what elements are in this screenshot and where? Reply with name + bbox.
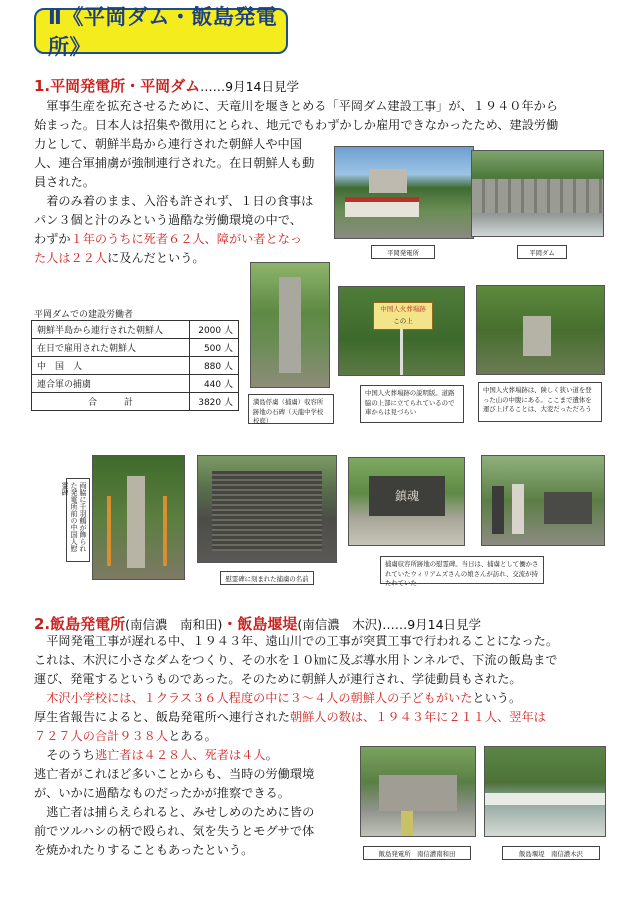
para-line: 力として、朝鮮半島から連行された朝鮮人や中国 <box>34 137 302 151</box>
caption-sign: 中国人火葬場跡の説明版。道路脇の上部に立てられているので車からは見づらい <box>360 385 464 423</box>
para-line: 員された。 <box>34 175 95 189</box>
chinkon-memorial-photo: 鎮魂 <box>348 457 465 546</box>
crematorium-site-photo <box>476 285 605 375</box>
inscribed-names-photo <box>197 455 337 563</box>
section1-heading: 1.平岡発電所・平岡ダム……9月14日見学 <box>34 77 299 95</box>
iijima-weir-photo <box>484 746 606 837</box>
para-line: 逃亡者がこれほど多いことからも、当時の労働環境 <box>34 767 315 781</box>
memorial-photo <box>92 455 185 580</box>
pow-camp-stone-photo <box>250 262 330 388</box>
workers-table-title: 平岡ダムでの建設労働者 <box>34 310 134 320</box>
para-line: 平岡発電工事が遅れる中、１９４３年、遠山川での工事が突貫工事で行われることになった。 <box>46 634 559 648</box>
para-line: 着のみ着のまま、入浴も許されず、１日の食事は <box>46 194 314 208</box>
para-line: わずか１年のうちに死者６２人、障がい者となっ <box>34 232 303 246</box>
iijima-power-photo <box>360 746 476 837</box>
para-line: 人、連合軍捕虜が強制連行された。在日朝鮮人も動 <box>34 156 315 170</box>
table-row: 連合軍の捕虜 440 人 <box>32 375 239 393</box>
para-line: そのうち逃亡者は４２８人、死者は４人。 <box>46 748 278 762</box>
visitors-memorial-photo <box>481 455 605 546</box>
para-line: を焼かれたりすることもあったという。 <box>34 843 254 857</box>
para-line: 軍事生産を拡充させるために、天竜川を堰きとめる「平岡ダム建設工事」が、１９４０年から <box>46 99 559 113</box>
para-line: 始まった。日本人は招集や徴用にとられ、地元でもわずかしか雇用できなかったため、建設労働 <box>34 118 559 132</box>
workers-table <box>31 320 239 411</box>
para-line: 前でツルハシの柄で殴られ、気を失うとモグサで体 <box>34 824 315 838</box>
caption-memorial-vertical: 両脇に千羽鶴が飾られた発電所前の中国人慰霊碑 <box>66 478 90 562</box>
para-line: 逃亡者は捕らえられると、みせしめのために皆の <box>46 805 315 819</box>
caption-hiraoka-power: 平岡発電所 <box>371 245 435 259</box>
caption-crematorium-site: 中国人火葬場跡は、険しく狭い道を登った山の中腹にある。ここまで遺体を運び上げることは、大変だっただろう <box>478 382 602 422</box>
caption-iijima-power: 飯島発電所 南信濃南和田 <box>363 846 471 860</box>
caption-hiraoka-dam: 平岡ダム <box>517 245 567 259</box>
para-line: が、いかに過酷なものだったかが推察できる。 <box>34 786 290 800</box>
para-line: た人は２２人に及んだという。 <box>34 251 205 265</box>
para-line: これは、木沢に小さなダムをつくり、その水を１０㎞に及ぶ導水用トンネルで、下流の飯島まで <box>34 653 558 667</box>
para-line: 木沢小学校には、１クラス３６人程度の中に３～４人の朝鮮人の子どもがいたという。 <box>46 691 522 705</box>
para-line: パン３個と汁のみという過酷な労働環境の中で、 <box>34 213 302 227</box>
section-banner <box>34 5 288 59</box>
caption-camp-memorial: 捕虜収容所跡地の慰霊碑。当日は、捕虜として働かされていたウィリアムズさんの娘さんが訪れ、交流が持たれていた <box>380 556 544 584</box>
para-line: ７２７人の合計９３８人とある。 <box>34 729 217 743</box>
caption-iijima-weir: 飯島堰堤 南信濃木沢 <box>502 846 600 860</box>
banner-title: Ⅱ《平岡ダム・飯島発電所》 <box>48 5 278 59</box>
section2-heading: 2.飯島発電所(南信濃 南和田)・飯島堰堤(南信濃 木沢)……9月14日見学 <box>34 615 482 633</box>
para-line: 運び、発電するというものであった。そのために朝鮮人が連行され、学徒動員もされた。 <box>34 672 522 686</box>
table-row: 中 国 人 880 人 <box>32 357 239 375</box>
caption-inscribed-names: 慰霊碑に刻まれた捕虜の名前 <box>220 571 314 585</box>
crematorium-sign-photo: 中国人火葬場跡 この上 <box>338 286 465 376</box>
para-line: 厚生省報告によると、飯島発電所へ連行された朝鮮人の数は、１９４３年に２１１人、翌年は <box>34 710 546 724</box>
table-total-row: 合 計 3820 人 <box>32 393 239 411</box>
hiraoka-power-photo <box>334 146 474 239</box>
table-row: 在日で雇用された朝鮮人 500 人 <box>32 339 239 357</box>
hiraoka-dam-photo <box>471 150 604 237</box>
caption-pow-camp: 満島俘虜（捕虜）収容所跡地の石碑（天龍中学校 校庭） <box>248 394 334 424</box>
table-row: 朝鮮半島から連行された朝鮮人 2000 人 <box>32 321 239 339</box>
